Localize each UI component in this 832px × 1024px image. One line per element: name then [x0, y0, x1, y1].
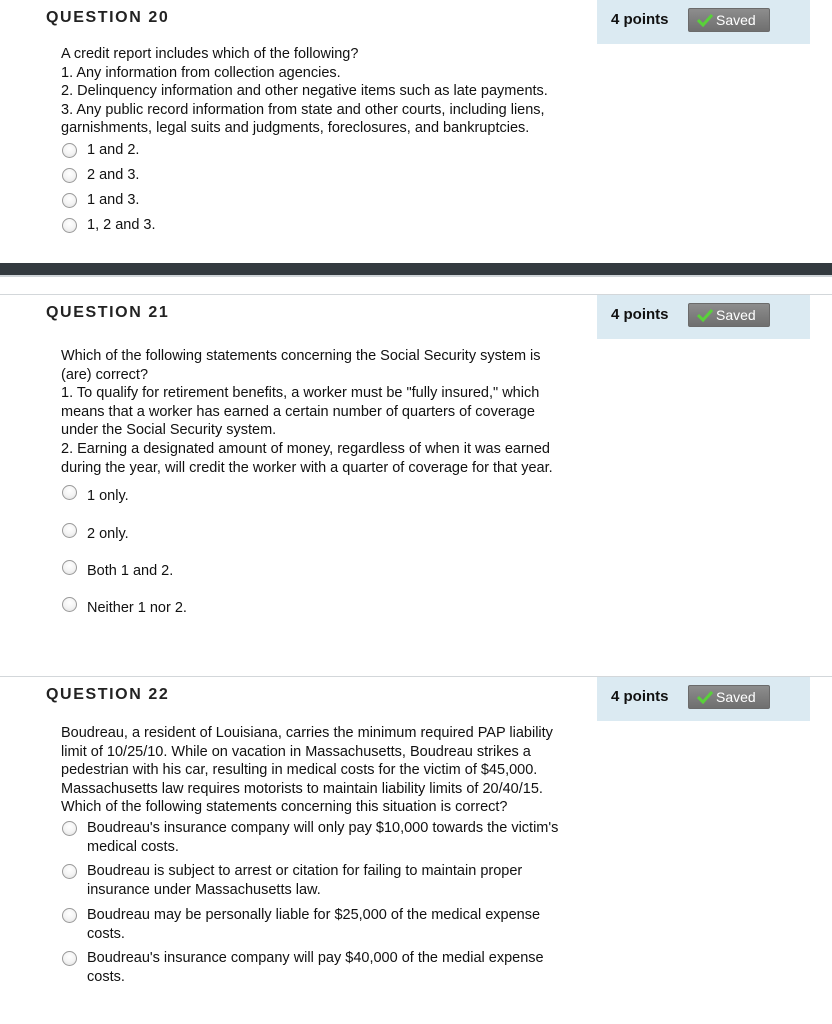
question-text-line: 1. Any information from collection agencies.	[61, 64, 341, 81]
question-header	[0, 0, 832, 44]
question-header	[0, 677, 832, 721]
radio-button[interactable]	[62, 523, 77, 538]
question-text-line: 1. To qualify for retirement benefits, a worker must be "fully insured," which	[61, 385, 540, 402]
question-text-line: A credit report includes which of the following?	[61, 46, 359, 62]
option-label-line: costs.	[87, 925, 125, 942]
question-text-line: (are) correct?	[61, 366, 149, 383]
option-label-line: Boudreau's insurance company will pay $40,000 of the medial expense	[87, 950, 544, 966]
radio-button[interactable]	[62, 597, 77, 612]
option-label-line: costs.	[87, 968, 125, 985]
saved-button[interactable]	[688, 303, 770, 327]
question-text	[61, 724, 553, 817]
checkmark-icon	[697, 690, 713, 704]
question-text-line: means that a worker has earned a certain number of quarters of coverage	[61, 403, 535, 420]
question-text-line: under the Social Security system.	[61, 422, 277, 439]
radio-button[interactable]	[62, 951, 77, 966]
checkmark-icon	[697, 308, 713, 322]
option-label: Both 1 and 2.	[87, 563, 174, 579]
question-title: QUESTION 21	[46, 304, 170, 321]
question-text-line: 3. Any public record information from state and other courts, including liens,	[61, 101, 545, 118]
points-label: 4 points	[611, 11, 669, 28]
radio-button[interactable]	[62, 218, 77, 233]
question-text-line: pedestrian with his car, resulting in medical costs for the victim of $45,000.	[61, 762, 538, 779]
option-label	[87, 819, 558, 856]
question-text	[61, 347, 553, 477]
question-text-line: Which of the following statements concerning this situation is correct?	[61, 799, 508, 816]
radio-button[interactable]	[62, 864, 77, 879]
radio-button[interactable]	[62, 193, 77, 208]
question-text	[61, 45, 548, 138]
radio-button[interactable]	[62, 821, 77, 836]
option-label-line: Boudreau's insurance company will only pay $10,000 towards the victim's	[87, 820, 559, 836]
option-label	[87, 906, 540, 943]
saved-button[interactable]	[688, 8, 770, 32]
option-label: Neither 1 nor 2.	[87, 600, 187, 616]
option-label: 1 only.	[87, 488, 129, 504]
question-text-line: 2. Delinquency information and other negative items such as late payments.	[61, 83, 548, 100]
option-label: 1, 2 and 3.	[87, 217, 156, 233]
option-label: 1 and 3.	[87, 192, 140, 208]
section-divider	[0, 263, 832, 275]
points-panel	[597, 295, 810, 339]
points-panel	[597, 677, 810, 721]
checkmark-icon	[697, 13, 713, 27]
option-label-line: insurance under Massachusetts law.	[87, 881, 321, 898]
radio-button[interactable]	[62, 143, 77, 158]
question-text-line: 2. Earning a designated amount of money, regardless of when it was earned	[61, 440, 550, 457]
option-label-line: medical costs.	[87, 838, 179, 855]
saved-label: Saved	[716, 12, 756, 28]
question-text-line: garnishments, legal suits and judgments, foreclosures, and bankruptcies.	[61, 120, 530, 137]
option-label	[87, 862, 522, 899]
option-label-line: Boudreau may be personally liable for $25,000 of the medical expense	[87, 907, 541, 923]
radio-button[interactable]	[62, 168, 77, 183]
option-label	[87, 949, 544, 986]
radio-button[interactable]	[62, 485, 77, 500]
radio-button[interactable]	[62, 560, 77, 575]
saved-button[interactable]	[688, 685, 770, 709]
question-text-line: limit of 10/25/10. While on vacation in Massachusetts, Boudreau strikes a	[61, 743, 531, 760]
question-title: QUESTION 22	[46, 686, 170, 703]
question-text-line: during the year, will credit the worker with a quarter of coverage for that year.	[61, 459, 553, 476]
points-label: 4 points	[611, 306, 669, 323]
points-panel	[597, 0, 810, 44]
saved-label: Saved	[716, 689, 756, 705]
radio-button[interactable]	[62, 908, 77, 923]
points-label: 4 points	[611, 688, 669, 705]
option-label: 2 only.	[87, 526, 129, 542]
question-text-line: Boudreau, a resident of Louisiana, carries the minimum required PAP liability	[61, 725, 553, 741]
option-label-line: Boudreau is subject to arrest or citation for failing to maintain proper	[87, 863, 523, 879]
question-text-line: Massachusetts law requires motorists to maintain liability limits of 20/40/15.	[61, 780, 543, 797]
saved-label: Saved	[716, 307, 756, 323]
question-text-line: Which of the following statements concerning the Social Security system is	[61, 348, 541, 364]
section-divider-shadow	[0, 275, 832, 277]
option-label: 1 and 2.	[87, 142, 140, 158]
question-header	[0, 295, 832, 339]
option-label: 2 and 3.	[87, 167, 140, 183]
question-title: QUESTION 20	[46, 9, 170, 26]
